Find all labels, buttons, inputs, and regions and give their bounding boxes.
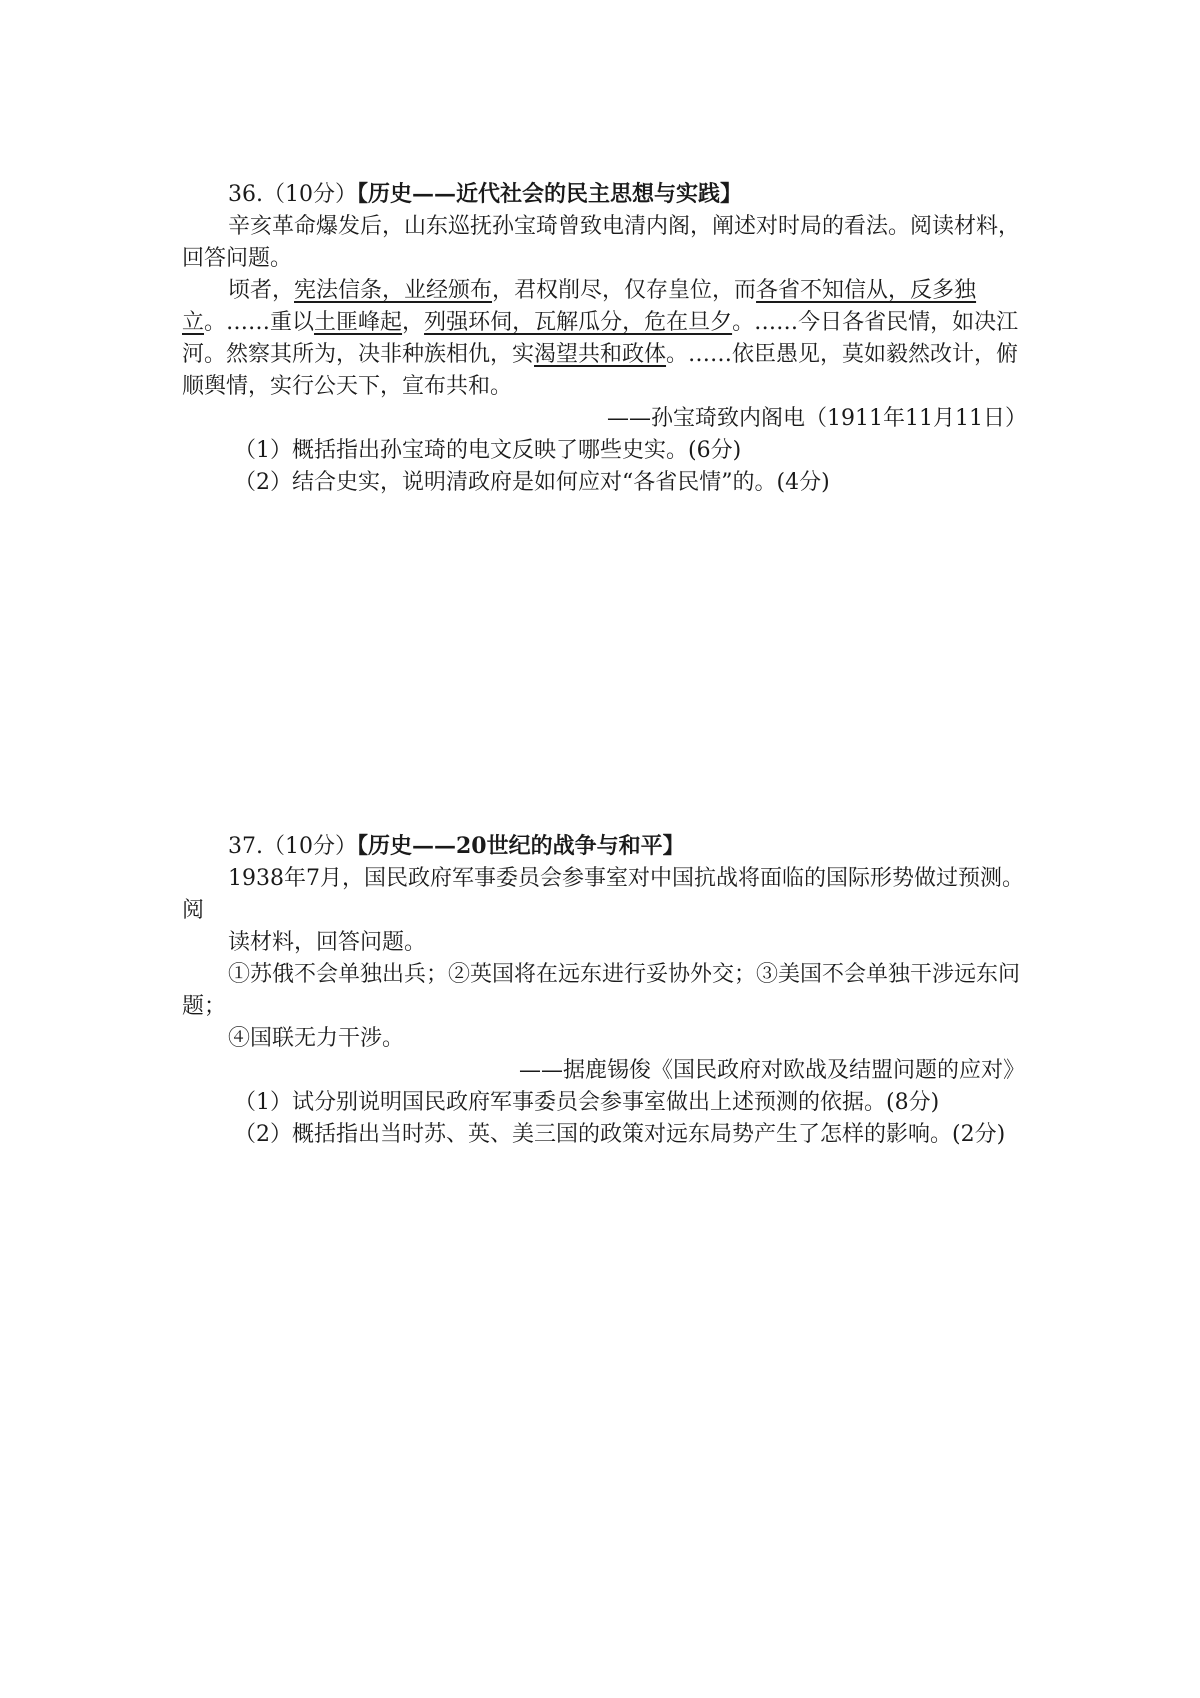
question-37-material: ①苏俄不会单独出兵；②英国将在远东进行妥协外交；③美国不会单独干涉远东问题； xyxy=(182,962,1021,1019)
underlined-phrase: 列强环伺，瓦解瓜分，危在旦夕 xyxy=(424,310,733,335)
question-37-heading xyxy=(182,830,1027,863)
question-37-number: 37.（10分） xyxy=(228,834,357,859)
question-36-sub-2: （2）结合史实，说明清政府是如何应对“各省民情”的。(4分) xyxy=(234,470,830,495)
question-36-number: 36.（10分） xyxy=(228,182,357,207)
underlined-phrase: 土匪峰起 xyxy=(314,310,403,335)
question-37 xyxy=(182,830,1027,1151)
underlined-phrase: 渴望共和政体 xyxy=(534,342,667,367)
question-36 xyxy=(182,178,1027,499)
underlined-phrase: 各省不知信从，反多独立 xyxy=(182,278,977,335)
question-37-intro: 1938年7月，国民政府军事委员会参事室对中国抗战将面临的国际形势做过预测。阅 xyxy=(182,866,1024,923)
exam-page xyxy=(182,178,1027,1151)
underlined-phrase: 宪法信条，业经颁布 xyxy=(294,278,493,303)
question-36-title: 【历史——近代社会的民主思想与实践】 xyxy=(356,181,742,207)
question-37-material-cont: ④国联无力干涉。 xyxy=(228,1026,405,1051)
question-37-title: 【历史——20世纪的战争与和平】 xyxy=(356,833,685,859)
question-36-source: ——孙宝琦致内阁电（1911年11月11日） xyxy=(607,406,1027,431)
question-36-sub-1: （1）概括指出孙宝琦的电文反映了哪些史实。(6分) xyxy=(234,438,742,463)
question-36-heading xyxy=(182,178,1027,211)
question-36-material: 顷者，宪法信条，业经颁布，君权削尽，仅存皇位，而各省不知信从，反多独立。……重以土匪峰起，列强环伺，瓦解瓜分，危在旦夕。……今日各省民情，如决江河。然察其所为，决非种族相仇，实渴望共和政体。……依臣愚见，莫如毅然改计，俯顺舆情，实行公天下，宣布共和。 xyxy=(182,278,1019,399)
question-37-source: ——据鹿锡俊《国民政府对欧战及结盟问题的应对》 xyxy=(518,1058,1025,1083)
question-37-sub-1: （1）试分别说明国民政府军事委员会参事室做出上述预测的依据。(8分) xyxy=(234,1090,940,1115)
question-37-sub-2: （2）概括指出当时苏、英、美三国的政策对远东局势产生了怎样的影响。(2分) xyxy=(234,1122,1006,1147)
question-37-intro-cont: 读材料，回答问题。 xyxy=(228,930,427,955)
question-36-intro: 辛亥革命爆发后，山东巡抚孙宝琦曾致电清内阁，阐述对时局的看法。阅读材料，回答问题。 xyxy=(182,214,1021,271)
